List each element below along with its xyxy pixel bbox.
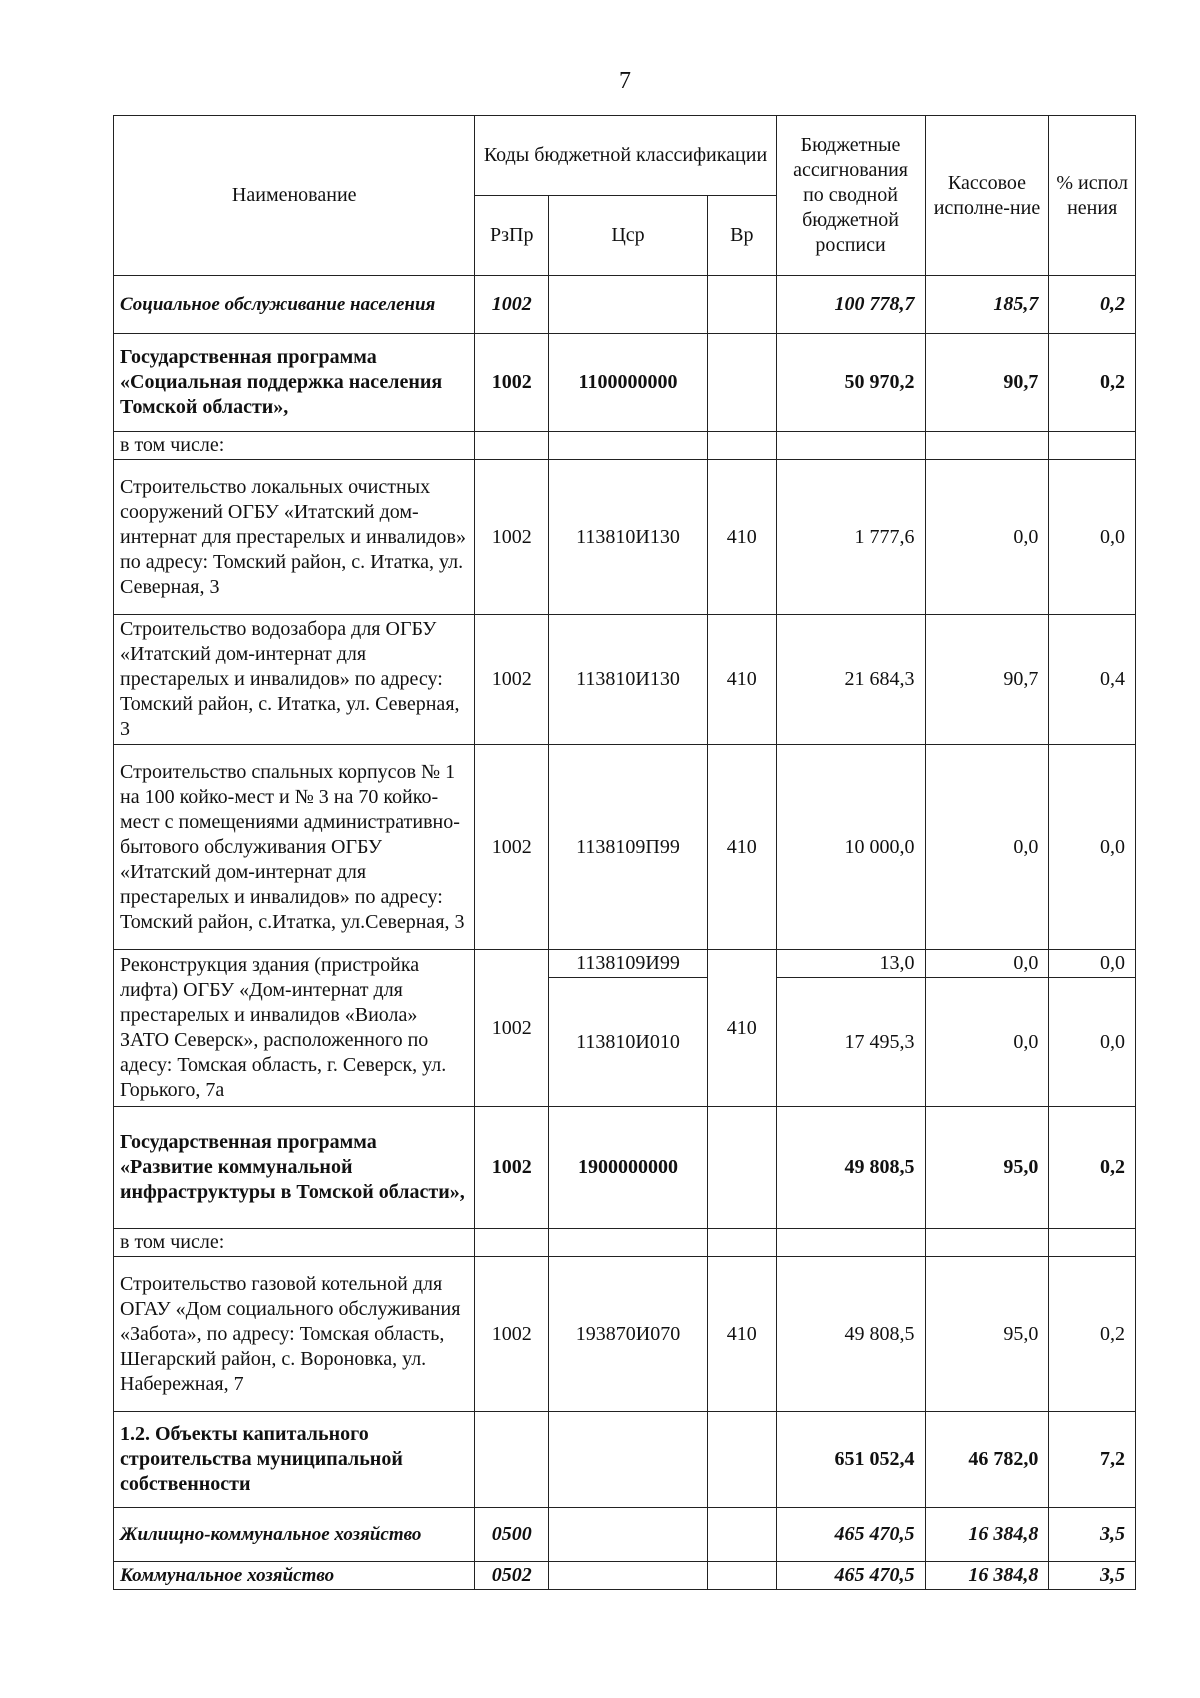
row-vr: 410	[708, 460, 776, 615]
row-alloc: 100 778,7	[776, 276, 925, 334]
row-vr: 410	[708, 1257, 776, 1412]
row-pct: 0,0	[1049, 460, 1136, 615]
row-rzpr: 1002	[475, 276, 549, 334]
row-name: Реконструкция здания (пристройка лифта) ОГБУ «Дом-интернат для престарелых и инвалидов «Виола» ЗАТО Северск», расположенного по адесу: Томская область, г. Северск, ул. Горького, 7а	[114, 950, 475, 1107]
row-cash: 0,0	[925, 978, 1049, 1107]
row-cash: 95,0	[925, 1257, 1049, 1412]
row-csr: 193870И070	[548, 1257, 707, 1412]
row-name: Государственная программа «Развитие коммунальной инфраструктуры в Томской области»,	[114, 1107, 475, 1229]
row-vr	[708, 1107, 776, 1229]
table-row	[114, 460, 1136, 615]
table-row	[114, 276, 1136, 334]
row-pct: 0,0	[1049, 950, 1136, 978]
table-row	[114, 1412, 1136, 1508]
row-name: 1.2. Объекты капитального строительства муниципальной собственности	[114, 1412, 475, 1508]
table-row	[114, 1508, 1136, 1562]
row-cash: 0,0	[925, 950, 1049, 978]
page-number: 7	[619, 68, 631, 94]
row-cash: 95,0	[925, 1107, 1049, 1229]
row-cash: 0,0	[925, 460, 1049, 615]
row-alloc: 1 777,6	[776, 460, 925, 615]
header-name: Наименование	[114, 116, 475, 276]
row-name: Строительство газовой котельной для ОГАУ «Дом социального обслуживания «Забота», по адресу: Томская область, Шегарский район, с. Вороновка, ул. Набережная, 7	[114, 1257, 475, 1412]
row-vr: 410	[708, 745, 776, 950]
header-vr: Вр	[708, 196, 776, 276]
header-allocations: Бюджетные ассигнования по сводной бюджетной росписи	[776, 116, 925, 276]
row-vr	[708, 1562, 776, 1590]
row-alloc: 465 470,5	[776, 1508, 925, 1562]
table-row	[114, 1107, 1136, 1229]
row-rzpr: 1002	[475, 615, 549, 745]
row-pct: 0,2	[1049, 1257, 1136, 1412]
row-cash: 16 384,8	[925, 1508, 1049, 1562]
row-cash: 0,0	[925, 745, 1049, 950]
budget-table	[113, 115, 1136, 1590]
table-row	[114, 950, 1136, 978]
row-name: Коммунальное хозяйство	[114, 1562, 475, 1590]
row-cash: 185,7	[925, 276, 1049, 334]
row-rzpr: 0500	[475, 1508, 549, 1562]
row-vr: 410	[708, 950, 776, 1107]
row-cash: 90,7	[925, 334, 1049, 432]
row-csr	[548, 1508, 707, 1562]
row-pct: 0,0	[1049, 745, 1136, 950]
row-pct: 3,5	[1049, 1562, 1136, 1590]
table-header-row	[114, 116, 1136, 196]
row-cash: 46 782,0	[925, 1412, 1049, 1508]
row-alloc: 49 808,5	[776, 1257, 925, 1412]
row-rzpr: 1002	[475, 460, 549, 615]
row-pct: 0,2	[1049, 276, 1136, 334]
row-name: Строительство локальных очистных сооружений ОГБУ «Итатский дом-интернат для престарелых и инвалидов» по адресу: Томский район, с. Итатка, ул. Северная, 3	[114, 460, 475, 615]
header-csr: Цср	[548, 196, 707, 276]
row-csr: 1138109И99	[548, 950, 707, 978]
row-csr: 1900000000	[548, 1107, 707, 1229]
row-rzpr: 0502	[475, 1562, 549, 1590]
header-rzpr: РзПр	[475, 196, 549, 276]
row-rzpr: 1002	[475, 1107, 549, 1229]
row-alloc: 49 808,5	[776, 1107, 925, 1229]
row-pct: 3,5	[1049, 1508, 1136, 1562]
row-pct: 0,2	[1049, 334, 1136, 432]
row-name: в том числе:	[114, 432, 475, 460]
row-rzpr	[475, 1412, 549, 1508]
table-row	[114, 432, 1136, 460]
row-csr: 1138109П99	[548, 745, 707, 950]
row-csr: 1100000000	[548, 334, 707, 432]
row-csr: 113810И010	[548, 978, 707, 1107]
row-name: в том числе:	[114, 1229, 475, 1257]
row-vr	[708, 334, 776, 432]
row-cash: 90,7	[925, 615, 1049, 745]
row-vr	[708, 1508, 776, 1562]
row-csr: 113810И130	[548, 615, 707, 745]
row-name: Строительство спальных корпусов № 1 на 100 койко-мест и № 3 на 70 койко-мест с помещениями административно-бытового обслуживания ОГБУ «Итатский дом-интернат для престарелых и инвалидов» по адресу: Томский район, с.Итатка, ул.Северная, 3	[114, 745, 475, 950]
table-row	[114, 1562, 1136, 1590]
row-alloc: 465 470,5	[776, 1562, 925, 1590]
row-vr	[708, 276, 776, 334]
table-row	[114, 1229, 1136, 1257]
row-pct: 7,2	[1049, 1412, 1136, 1508]
row-name: Социальное обслуживание населения	[114, 276, 475, 334]
row-csr	[548, 1562, 707, 1590]
row-alloc: 10 000,0	[776, 745, 925, 950]
row-alloc: 651 052,4	[776, 1412, 925, 1508]
row-pct: 0,0	[1049, 978, 1136, 1107]
row-rzpr: 1002	[475, 1257, 549, 1412]
row-vr	[708, 1412, 776, 1508]
row-alloc: 13,0	[776, 950, 925, 978]
row-name: Государственная программа «Социальная поддержка населения Томской области»,	[114, 334, 475, 432]
row-pct: 0,2	[1049, 1107, 1136, 1229]
row-rzpr: 1002	[475, 334, 549, 432]
row-alloc: 21 684,3	[776, 615, 925, 745]
row-name: Строительство водозабора для ОГБУ «Итатский дом-интернат для престарелых и инвалидов» по адресу: Томский район, с. Итатка, ул. Северная, 3	[114, 615, 475, 745]
row-cash: 16 384,8	[925, 1562, 1049, 1590]
row-vr: 410	[708, 615, 776, 745]
header-cash: Кассовое исполне-ние	[925, 116, 1049, 276]
row-csr: 113810И130	[548, 460, 707, 615]
table-row	[114, 1257, 1136, 1412]
table-row	[114, 334, 1136, 432]
header-percent: % испол нения	[1049, 116, 1136, 276]
row-csr	[548, 276, 707, 334]
row-alloc: 50 970,2	[776, 334, 925, 432]
header-codes-group: Коды бюджетной классификации	[475, 116, 776, 196]
row-rzpr: 1002	[475, 950, 549, 1107]
row-pct: 0,4	[1049, 615, 1136, 745]
table-row	[114, 615, 1136, 745]
table-row	[114, 745, 1136, 950]
row-alloc: 17 495,3	[776, 978, 925, 1107]
row-csr	[548, 1412, 707, 1508]
row-name: Жилищно-коммунальное хозяйство	[114, 1508, 475, 1562]
row-rzpr: 1002	[475, 745, 549, 950]
